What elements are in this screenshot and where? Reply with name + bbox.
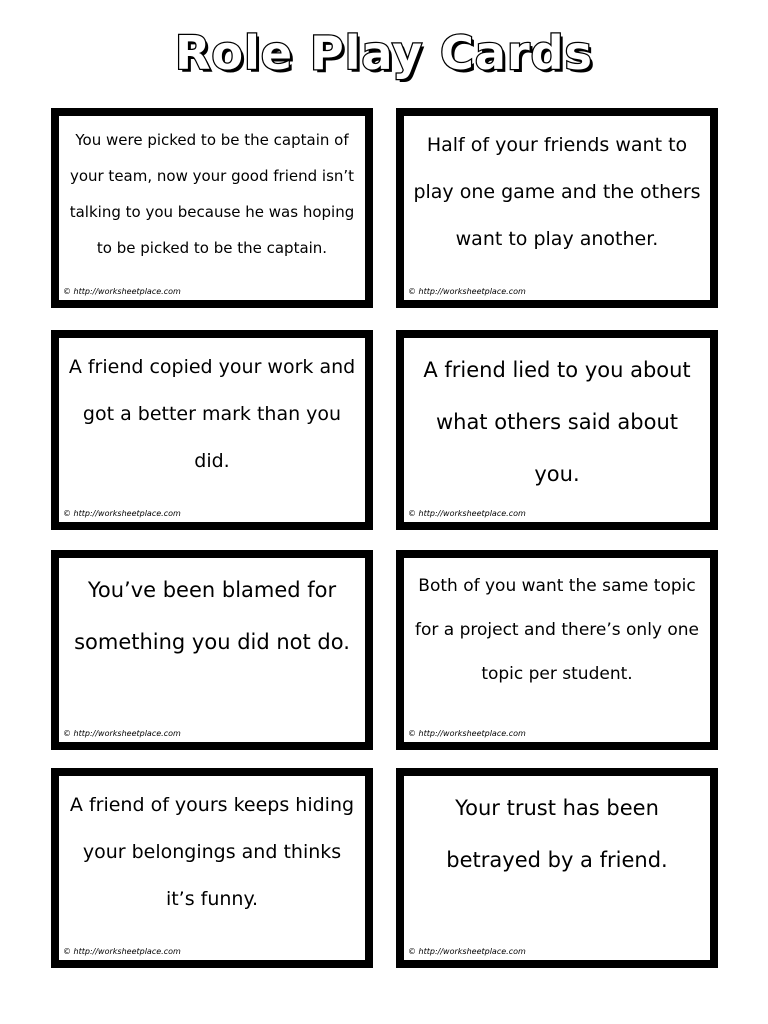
card-footer: © http://worksheetplace.com [63, 947, 181, 956]
role-play-card-2 [396, 108, 718, 308]
card-text: Half of your friends want to play one game and the others want to play another. [413, 134, 701, 250]
card-footer: © http://worksheetplace.com [408, 509, 526, 518]
card-footer: © http://worksheetplace.com [63, 509, 181, 518]
card-footer: © http://worksheetplace.com [63, 287, 181, 296]
card-footer: © http://worksheetplace.com [408, 947, 526, 956]
card-footer: © http://worksheetplace.com [408, 287, 526, 296]
card-text: Your trust has been betrayed by a friend. [446, 796, 668, 872]
role-play-card-5 [51, 550, 373, 750]
card-text: A friend copied your work and got a better mark than you did. [68, 356, 356, 472]
card-text: A friend lied to you about what others said about you. [423, 358, 691, 486]
role-play-card-6 [396, 550, 718, 750]
card-footer: © http://worksheetplace.com [408, 729, 526, 738]
card-text: You’ve been blamed for something you did not do. [74, 578, 350, 654]
page-title: Role Play Cards [175, 26, 593, 80]
role-play-card-1 [51, 108, 373, 308]
role-play-card-7 [51, 768, 373, 968]
role-play-card-8 [396, 768, 718, 968]
card-footer: © http://worksheetplace.com [63, 729, 181, 738]
card-text: Both of you want the same topic for a project and there’s only one topic per student. [414, 576, 700, 684]
role-play-card-4 [396, 330, 718, 530]
card-text: A friend of yours keeps hiding your belongings and thinks it’s funny. [69, 794, 355, 910]
card-text: You were picked to be the captain of your team, now your good friend isn’t talking to you because he was hoping to be picked to be the captain. [69, 131, 355, 257]
role-play-card-3 [51, 330, 373, 530]
